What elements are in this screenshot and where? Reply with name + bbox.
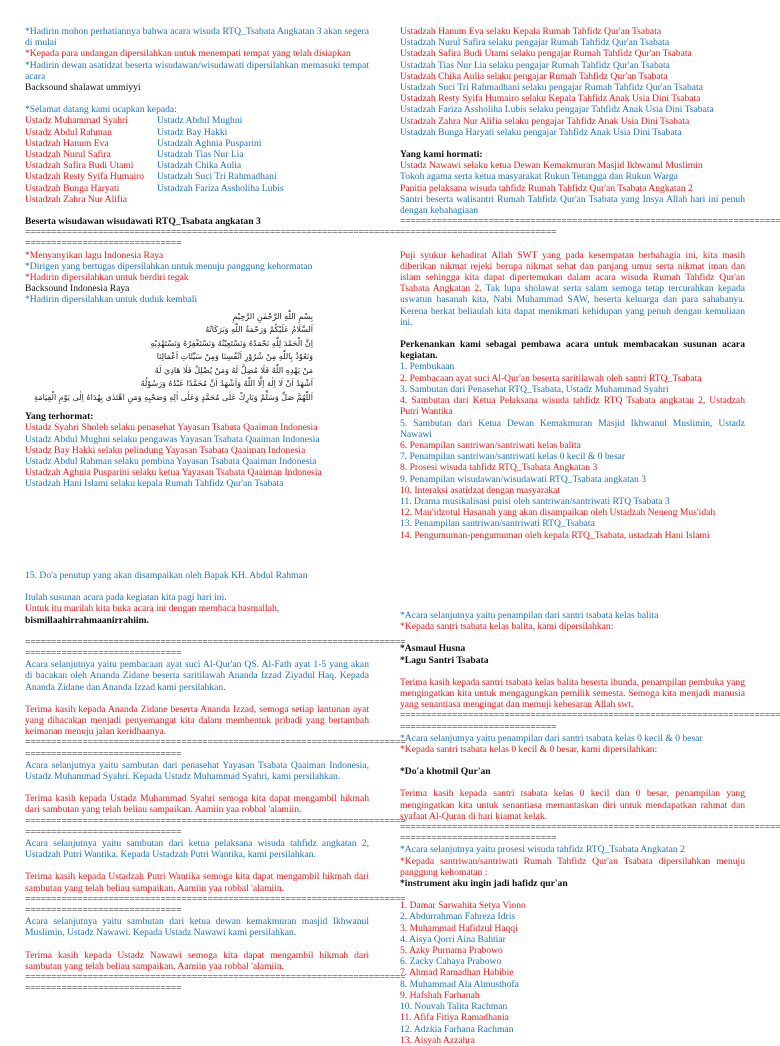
untuk-line: Untuk itu marilah kita buka acara ini dengan membaca basmallah, xyxy=(25,603,280,615)
acara-announcement: Acara selanjutnya yaitu sambutan dari ketua dewan kemakmuran masjid Ikhwanul Muslimin, Ustadz Nawawi. Kepada Ustadz Nawawi kami persilahkan. xyxy=(25,916,369,939)
prosesi-call: *Kepada santriwan/santriwati Rumah Tahfidz Qur'an Tsabata dipersilahkan menuju panggung kehomatan : xyxy=(400,855,745,878)
separator: ============================== xyxy=(25,748,182,760)
terhormat-heading: Yang terhormat: xyxy=(25,411,94,423)
list-item: 12. Adzkia Farhana Rachman xyxy=(400,1023,514,1035)
list-item: Ustadzah Chika Aulia selaku pengajar Rumah Tahfidz Qur'an Tsabata xyxy=(400,70,668,82)
list-item: Ustadzah Bunga Haryati selaku pengajar Tahfidz Anak Usia Dini Tsabata xyxy=(400,126,682,138)
list-item: *Menyanyikan lagu Indonesia Raya xyxy=(25,249,164,261)
separator: ============================== xyxy=(400,227,557,239)
wisudawan-names-list xyxy=(400,900,745,1046)
terima-kasih-paragraph: Terima kasih kepada Ustadzah Putri Wantika semoga kita dapat mengambil hikmah dari sambutan yang telah beliau sampaikan. Aamiin yaa robbal 'alamiin. xyxy=(25,871,369,894)
puji-syukur-blue: Tak lupa sholawat serta salam semoga tetap tercurahkan kepada uswatun hasanah kita, Nabi Muhammad SAW, beserta keluarga dan para sahabanya. Kerena berkat beliaulah kita dapat menikmati kehidupan yang penuh dengan kemuliaan ini. xyxy=(400,283,746,328)
list-item: 6. Penampilan santriwan/santriwati kelas balita xyxy=(400,439,581,451)
list-item: *Kepada para undangan dipersilahkan untuk menempati tempat yang telah disiapkan xyxy=(25,48,351,60)
terima-kasih-paragraph: Terima kasih kepada Ustadz Muhammad Syahri semoga kita dapat mengambil hikmah dari sambutan yang telah beliau sampaikan. Aamiin yaa robbal 'alamiin. xyxy=(25,793,369,816)
list-item: Ustadzah Bunga Haryati xyxy=(25,182,120,194)
separator: ========================================================================= xyxy=(400,822,780,834)
list-item: 2. Pembacaan ayat suci Al-Qur'an beserta saritilawah oleh santri RTQ_Tsabata xyxy=(400,372,702,384)
list-item: مَنْ يَهْدِهِ اللّٰهُ فَلَا مُضِلَّ لَهُ وَمَنْ يُضْلِلْ فَلَا هَادِيَ لَهُ xyxy=(154,365,313,375)
bottom-right-column xyxy=(400,610,780,1046)
list-item: اِنَّ الْحَمْدَ لِلّٰهِ نَحْمَدُهُ وَنَسْتَعِيْنُهُ وَنَسْتَغْفِرُهُ وَنَسْتَهْدِيْهِ xyxy=(150,338,313,348)
list-item: Ustadzah Hani Islami selaku kepala Rumah Tahfidz Qur'an Tsabata xyxy=(25,478,284,490)
list-item: 5. Azky Purnama Prabowo xyxy=(400,945,503,957)
separator: ============================== xyxy=(400,721,557,733)
separator: ========================================================================= xyxy=(25,893,406,905)
list-item: 10. Nouvah Talita Rachman xyxy=(400,1001,508,1013)
list-item: Ustadzah Nurul Safira xyxy=(25,149,111,161)
lagu-santri: *Lagu Santri Tsabata xyxy=(400,654,489,666)
puji-syukur-red: Puji syukur kehadirat Allah SWT yang pada kesempatan berbahagia ini, kita masih diberikan nikmat rejeki berupa nikmat sehat dan panjang umur serta nikmat iman dan islam sehingga kita dapat dipertemukan dalam acara wisuda Rumah Tahfidz Qur'an Tsabata Angkatan 2. xyxy=(400,249,745,295)
list-item: *Hadirin dewan asatidzat beserta wisudawan/wisudawati dipersilahkan memasuki tempat acara xyxy=(25,59,369,82)
terima-kasih-paragraph: Terima kasih kepada Ananda Zidane beserta Ananda Izzad, semoga setiap lantunan ayat yang dibacakan menjadi penyemangat kita dalam membentuk pribadi yang bertambah keimanan menuju jalan keridhaanya. xyxy=(25,703,369,738)
list-item: *Dirigen yang bertugas dipersilahkan untuk menuju panggung kehormatan xyxy=(25,260,313,272)
bottom-left-column xyxy=(25,570,406,1024)
pengajar-list xyxy=(400,26,745,138)
terhormat-list xyxy=(25,422,369,489)
list-item: 2. Abdurrahman Fahreza Idris xyxy=(400,911,516,923)
list-item: Ustadzah Hanum Eva xyxy=(25,137,109,149)
list-item: 3. Sambutan dari Penasehat RTQ_Tsabata, Ustadz Muhammad Syahri xyxy=(400,383,669,395)
list-item: Ustadzah Fariza Assholiha Lubis xyxy=(157,182,284,194)
balita-call: *Kepada santri tsabata kelas balita, kami dipersilahkan: xyxy=(400,621,614,633)
list-item: 1. Pembukaan xyxy=(400,361,455,373)
list-item: 4. Aisya Qorri Aina Bahtiar xyxy=(400,933,506,945)
list-item: Ustadz Abdul Mughni selaku pengawas Yayasan Tsabata Qaaiman Indonesia xyxy=(25,433,320,445)
list-item: Santri beserta walisantri Rumah Tahfidz Qur'an Tsabata yang Insya Allah hari ini penuh dengan kebahagiaan xyxy=(400,193,745,217)
list-item: Ustadzah Resty Syifa Humairo xyxy=(25,171,145,183)
list-item: Ustadzah Fariza Assholiha Lubis selaku pengajar Tahfidz Anak Usia Dini Tsabata xyxy=(400,104,714,116)
prosesi-intro: *Acara selanjutnya yaitu prosesi wisuda tahfidz RTQ_Tsabata Angkatan 2 xyxy=(400,844,685,856)
list-item: وَنَعُوْذُ بِاللّٰهِ مِنْ شُرُوْرِ اَنْفُسِنَا وَمِنْ سَيِّئَاتِ اَعْمَالِنَا xyxy=(156,352,313,362)
doa-khotmil: *Do'a khotmil Qur'an xyxy=(400,766,491,778)
list-item: Ustadz Abdul Mughni xyxy=(157,115,243,127)
list-item: 1. Damar Sarwahita Setya Viono xyxy=(400,900,526,912)
separator: ========================================================================= xyxy=(25,815,406,827)
list-item: Ustadzah Aghnia Pusparini selaku ketua Yayasan Tsabata Qaaiman Indonesia xyxy=(25,467,322,479)
list-item: 8. Prosesi wisuda tahfidz RTQ_Tsabata Angkatan 3 xyxy=(400,462,598,474)
list-item: 9. Penampilan wisudawan/wisudawati RTQ_Tsabata angkatan 3 xyxy=(400,473,646,485)
arabic-opening-text xyxy=(25,310,369,405)
separator: ========================================================================= xyxy=(25,972,406,984)
list-item: 12. Mau'idzotul Hasanah yang akan disampaikan oleh Ustadzah Neneng Mus'idah xyxy=(400,507,716,519)
list-item: Ustadz Syahri Sholeh selaku penasehat Yayasan Tsabata Qaaiman Indonesia xyxy=(25,422,318,434)
acara-announcement: Acara selanjutnya yaitu pembacaan ayat suci Al-Qur'an QS. Al-Fath ayat 1-5 yang akan di bacakan oleh Ananda Zidane beserta saritilawah Ananda Izzad Ziyadul Haq. Kepada Ananda Zidane dan Ananda Izzad kami persilahkan. xyxy=(25,659,369,693)
list-item: Ustadz Muhammad Syahri xyxy=(25,115,128,127)
list-item: اَشْهَدُ اَنْ لَا اِلٰهَ اِلَّا اللّٰهُ وَاَشْهَدُ اَنَّ مُحَمَّدًا عَبْدُهُ وَرَسُوْلُهُ xyxy=(140,379,313,389)
list-item: Ustadzah Tias Nur Lia xyxy=(157,149,244,161)
itulah-line: Itulah susunan acara pada kegiatan kita pagi hari ini. xyxy=(25,592,227,604)
list-item: Ustadz Abdul Rahman xyxy=(25,126,112,138)
list-item: 9. Hafshah Farhanah xyxy=(400,989,480,1001)
acara-announcement: Acara selanjutnya yaitu sambutan dari penasehat Yayasan Tsabata Qaaiman Indonesia, Ustadz Muhammad Syahri. Kepada Ustadz Muhammad Syahri, kami persilahkan. xyxy=(25,759,369,783)
list-item: Ustadzah Safira Budi Utami selaku pengajar Rumah Tahfidz Qur'an Tsabata xyxy=(400,48,692,60)
separator: ========================================================================= xyxy=(400,216,780,228)
list-item: *Hadirin dipersilahkan untuk duduk kembali xyxy=(25,294,198,306)
list-item: 4. Sambutan dari Ketua Pelaksana wisuda tahfidz RTQ Tsabata angkatan 2, Ustadzah Putri Wantika xyxy=(400,395,745,418)
list-item: Ustadzah Safira Budi Utami xyxy=(25,160,134,172)
welcome-heading: *Selamat datang kami ucapkan kepada: xyxy=(25,104,177,116)
list-item: Backsound Indonesia Raya xyxy=(25,283,130,295)
kecil-intro: *Acara selanjutnya yaitu penampilan dari santri tsabata kelas 0 kecil & 0 besar xyxy=(400,732,703,744)
yang-kami-hormati-heading: Yang kami hormati: xyxy=(400,149,483,161)
list-item: 14. Pengumuman-pengumuman oleh kepala RTQ_Tsabata, ustadzah Hani Islami xyxy=(400,529,710,541)
separator: ============================== xyxy=(25,983,182,995)
list-item: Ustadzah Zahra Nur Alifia xyxy=(25,193,128,205)
separator: ========================================================================= xyxy=(25,227,406,239)
list-item: 10. Interaksi asatidzat dengan masyarakat xyxy=(400,484,561,496)
list-item: 8. Muhammad Ala Almusthofa xyxy=(400,978,519,990)
list-item: 7. Penampilan santriwan/santriwati kelas 0 kecil & 0 besar xyxy=(400,451,626,463)
separator: ============================== xyxy=(25,648,182,660)
balita-intro: *Acara selanjutnya yaitu penampilan dari santri tsabata kelas balita xyxy=(400,610,659,621)
list-item: 7. Ahmad Ramadhan Habibie xyxy=(400,967,514,979)
separator: ============================== xyxy=(25,826,182,838)
susunan-acara-list xyxy=(400,361,745,540)
list-item: اَللّٰهُمَّ صَلِّ وَسَلِّمْ وَبَارِكْ عَلٰى مُحَمَّدٍ وَعَلٰى اٰلِهِ وَصَحْبِهِ وَمَنِ اهْتَدٰى بِهُدَاهُ اِلٰى يَوْمِ الْقِيَامَةِ xyxy=(34,392,313,402)
list-item: *Hadirin dipersilahkan untuk berdiri tegak xyxy=(25,272,189,284)
ustadz-left-list xyxy=(25,115,157,205)
list-item: بِسْمِ اللّٰهِ الرَّحْمٰنِ الرَّحِيْمِ xyxy=(232,311,313,321)
list-item: Ustadzah Zahra Nur Alifia selaku pengajar Tahfidz Anak Usia Dini Tsabata xyxy=(400,115,690,127)
puji-syukur-paragraph xyxy=(400,250,745,328)
list-item: Ustadzah Suci Tri Rahmadhani selaku pengajar Rumah Tahfidz Qur'an Tsabata xyxy=(400,82,703,94)
terima-balita: Terima kasih kepada santri tsabata kelas balita beserta ibunda, penampilan pembuka yang mengingatkan kita untuk mengagungkan pemilik semesta. Semoga kita menjadi manusia yang senantiasa mengingat dan memuji kebesaran Allah swt. xyxy=(400,676,745,711)
ustadz-right-list xyxy=(157,115,369,205)
list-item: 6. Zacky Cahaya Prabowo xyxy=(400,956,502,968)
peserta-heading: Beserta wisudawan wisudawati RTQ_Tsabata angkatan 3 xyxy=(25,216,261,228)
kecil-call: *Kepada santri tsabata kelas 0 kecil & 0 besar, kami dipersilahkan: xyxy=(400,744,658,756)
list-item: Ustadzah Resty Syifa Humairo selaku Kepala Tahfidz Anak Usia Dini Tsabata xyxy=(400,93,701,105)
list-item: Ustadzah Chika Aulia xyxy=(157,160,242,172)
top-left-column xyxy=(25,26,406,538)
list-item: Ustadz Bay Hakki xyxy=(157,126,228,138)
list-item: Ustadzah Hanum Eva selaku Kepala Rumah Tahfidz Qur'an Tsabata xyxy=(400,26,662,37)
separator: ========================================================================= xyxy=(25,636,406,648)
list-item: Ustadz Bay Hakki selaku pelindung Yayasan Tsabata Qaaiman Indonesia xyxy=(25,444,306,456)
acara-announcement: Acara selanjutnya yaitu sambutan dari ketua pelaksana wisuda tahfidz angkatan 2, Ustadzah Putri Wantika. Kepada Ustadzah Putri Wantika, kami persilahkan. xyxy=(25,838,369,861)
separator: ========================================================================= xyxy=(400,710,780,722)
list-item: Ustadzah Tias Nur Lia selaku pengajar Rumah Tahfidz Qur'an Tsabata xyxy=(400,59,670,71)
list-item: Backsound shalawat ummiyyi xyxy=(25,82,141,94)
asmaul-husna: *Asmaul Husna xyxy=(400,643,466,655)
separator: ============================== xyxy=(25,905,182,917)
list-item: اَلسَّلَامُ عَلَيْكُمْ وَرَحْمَةُ اللّٰهِ وَبَرَكَاتُهُ xyxy=(205,325,313,335)
indonesia-raya-list xyxy=(25,250,369,306)
list-item: Tokoh agama serta ketua masyarakat Rukun Tetangga dan Rukun Warga xyxy=(400,171,678,183)
list-item: 13. Penampilan santriwan/santriwati RTQ_Tsabata xyxy=(400,518,595,530)
separator: ============================== xyxy=(25,238,182,250)
list-item: Ustadzah Suci Tri Rahmadhani xyxy=(157,171,277,183)
list-item: Panitia pelaksana wisuda tahfidz Rumah Tahfidz Qur'an Tsabata Angkatan 2 xyxy=(400,182,693,194)
list-item: Ustadzah Aghnia Pusparini xyxy=(157,137,262,149)
top-right-column xyxy=(400,26,780,541)
intro-list xyxy=(25,26,369,93)
bismillah-line: bismillaahirrahmaanirrahiim. xyxy=(25,614,149,626)
separator: ========================================================================= xyxy=(25,737,406,749)
list-item: Ustadz Nawawi selaku ketua Dewan Kemakmuran Masjid Ikhwanul Muslimin xyxy=(400,160,703,172)
list-item: Ustadzah Nurul Safira selaku pengajar Rumah Tahfidz Qur'an Tsabata xyxy=(400,37,670,49)
list-item: 11. Drama musikalisasi puisi oleh santriwan/santriwati RTQ Tsabata 3 xyxy=(400,495,670,507)
hormati-list xyxy=(400,160,745,216)
list-item: 5. Sambutan dari Ketua Dewan Kemakmuran Masjid Ikhwanul Muslimin, Ustadz Nawawi xyxy=(400,417,745,440)
list-item: Ustadz Abdul Rahman selaku pembina Yayasan Tsabata Qaaiman Indonesia xyxy=(25,455,317,467)
list-item: *Hadirin mohon perhatiannya bahwa acara wisuda RTQ_Tsabata Angkatan 3 akan segera di mulai xyxy=(25,26,369,49)
terima-kasih-paragraph: Terima kasih kepada Ustadz Nawawi semoga kita dapat mengambil hikmah dari sambutan yang telah beliau sampaikan. Aamiin yaa robbal 'alamiin. xyxy=(25,949,369,972)
ustadz-columns xyxy=(25,115,369,205)
list-item: 13. Aisyah Azzahra xyxy=(400,1034,475,1046)
sambutan-blocks xyxy=(25,636,406,995)
separator: ============================== xyxy=(400,833,557,845)
list-item: 11. Afifa Fitiya Ramadhania xyxy=(400,1012,509,1024)
terima-kecil: Terima kasih kepada santri tsabata kelas 0 kecil dan 0 besar, penampilan yang mengingatkan kita untuk senantiasa memantaskan diri untuk mendapatkan rahmat dan syafaat Al-Quran di hari kiamat kelak. xyxy=(400,788,745,822)
perkenankan-paragraph: Perkenankan kami sebagai pembawa acara untuk membacakan susunan acara kegiatan. xyxy=(400,339,745,362)
list-item: 3. Muhammad Hafidzul Haqqi xyxy=(400,922,518,934)
instrument-line: *instrument aku ingin jadi hafidz qur'an xyxy=(400,878,568,890)
doa-penutup: 15. Do'a penutup yang akan disampaikan oleh Bapak KH. Abdul Rahman xyxy=(25,570,308,581)
